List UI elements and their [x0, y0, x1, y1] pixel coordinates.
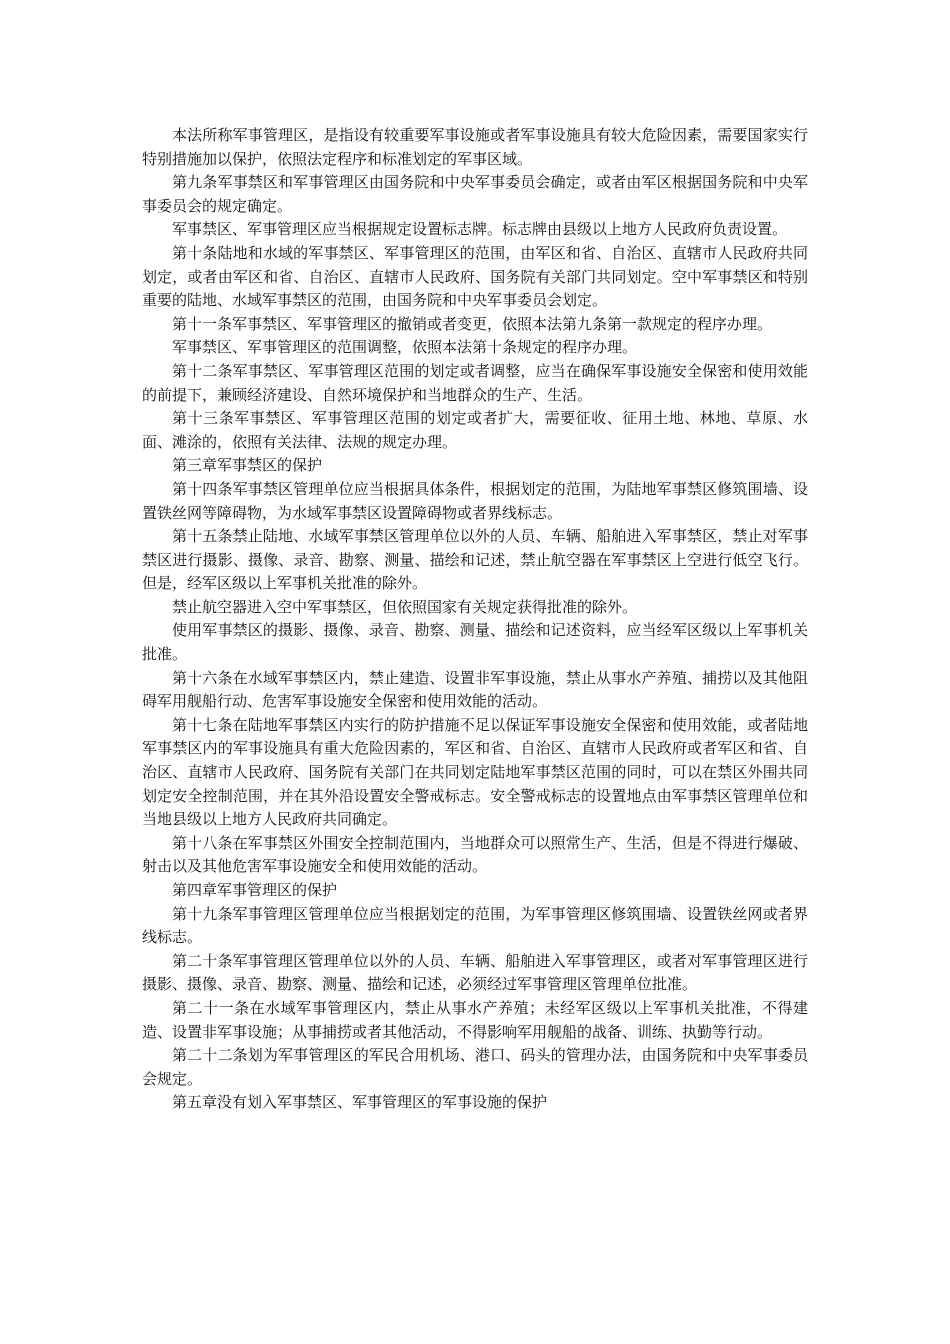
paragraph-article-22: 第二十二条划为军事管理区的军民合用机场、港口、码头的管理办法，由国务院和中央军事委员会规定。 [142, 1046, 808, 1088]
paragraph-article-10: 第十条陆地和水域的军事禁区、军事管理区的范围，由军区和省、自治区、直辖市人民政府共同划定，或者由军区和省、自治区、直辖市人民政府、国务院有关部门共同划定。空中军事禁区和特别重要的陆地、水域军事禁区的范围，由国务院和中央军事委员会划定。 [142, 243, 808, 310]
paragraph-article-15: 第十五条禁止陆地、水域军事禁区管理单位以外的人员、车辆、船舶进入军事禁区，禁止对军事禁区进行摄影、摄像、录音、勘察、测量、描绘和记述，禁止航空器在军事禁区上空进行低空飞行。但是，经军区级以上军事机关批准的除外。 [142, 527, 808, 593]
paragraph-military-management-zone-definition: 本法所称军事管理区，是指设有较重要军事设施或者军事设施具有较大危险因素，需要国家实行特别措施加以保护，依照法定程序和标准划定的军事区域。 [142, 126, 808, 168]
chapter-3-heading: 第三章军事禁区的保护 [172, 456, 323, 475]
paragraph-article-18: 第十八条在军事禁区外围安全控制范围内，当地群众可以照常生产、生活，但是不得进行爆破、射击以及其他危害军事设施安全和使用效能的活动。 [142, 833, 808, 876]
paragraph-range-adjustment: 军事禁区、军事管理区的范围调整，依照本法第十条规定的程序办理。 [172, 338, 638, 357]
paragraph-article-9: 第九条军事禁区和军事管理区由国务院和中央军事委员会确定，或者由军区根据国务院和中央军事委员会的规定确定。 [142, 173, 808, 215]
paragraph-materials-use: 使用军事禁区的摄影、摄像、录音、勘察、测量、描绘和记述资料，应当经军区级以上军事机关批准。 [142, 621, 808, 664]
chapter-4-heading: 第四章军事管理区的保护 [172, 881, 338, 899]
paragraph-sign-boards: 军事禁区、军事管理区应当根据规定设置标志牌。标志牌由县级以上地方人民政府负责设置。 [172, 220, 788, 239]
paragraph-article-13: 第十三条军事禁区、军事管理区范围的划定或者扩大，需要征收、征用土地、林地、草原、水面、滩涂的，依照有关法律、法规的规定办理。 [142, 409, 808, 451]
document-body [142, 124, 808, 1115]
chapter-5-heading: 第五章没有划入军事禁区、军事管理区的军事设施的保护 [172, 1093, 548, 1112]
paragraph-aircraft-prohibition: 禁止航空器进入空中军事禁区，但依照国家有关规定获得批准的除外。 [172, 597, 638, 616]
paragraph-article-19: 第十九条军事管理区管理单位应当根据划定的范围，为军事管理区修筑围墙、设置铁丝网或者界线标志。 [142, 904, 808, 947]
paragraph-article-14: 第十四条军事禁区管理单位应当根据具体条件，根据划定的范围，为陆地军事禁区修筑围墙、设置铁丝网等障碍物，为水域军事禁区设置障碍物或者界线标志。 [142, 479, 808, 522]
paragraph-article-11: 第十一条军事禁区、军事管理区的撤销或者变更，依照本法第九条第一款规定的程序办理。 [172, 314, 773, 333]
paragraph-article-16: 第十六条在水域军事禁区内，禁止建造、设置非军事设施，禁止从事水产养殖、捕捞以及其他阻碍军用舰船行动、危害军事设施安全保密和使用效能的活动。 [142, 668, 808, 711]
paragraph-article-21: 第二十一条在水域军事管理区内，禁止从事水产养殖；未经军区级以上军事机关批准，不得建造、设置非军事设施；从事捕捞或者其他活动，不得影响军用舰船的战备、训练、执勤等行动。 [142, 998, 808, 1041]
paragraph-article-17: 第十七条在陆地军事禁区内实行的防护措施不足以保证军事设施安全保密和使用效能，或者陆地军事禁区内的军事设施具有重大危险因素的，军区和省、自治区、直辖市人民政府或者军区和省、自治区、直辖市人民政府、国务院有关部门在共同划定陆地军事禁区范围的同时，可以在禁区外围共同划定安全控制范围，并在其外沿设置安全警戒标志。安全警戒标志的设置地点由军事禁区管理单位和当地县级以上地方人民政府共同确定。 [142, 715, 808, 829]
paragraph-article-12: 第十二条军事禁区、军事管理区范围的划定或者调整，应当在确保军事设施安全保密和使用效能的前提下，兼顾经济建设、自然环境保护和当地群众的生产、生活。 [142, 361, 808, 404]
paragraph-article-20: 第二十条军事管理区管理单位以外的人员、车辆、船舶进入军事管理区，或者对军事管理区进行摄影、摄像、录音、勘察、测量、描绘和记述，必须经过军事管理区管理单位批准。 [142, 951, 808, 994]
